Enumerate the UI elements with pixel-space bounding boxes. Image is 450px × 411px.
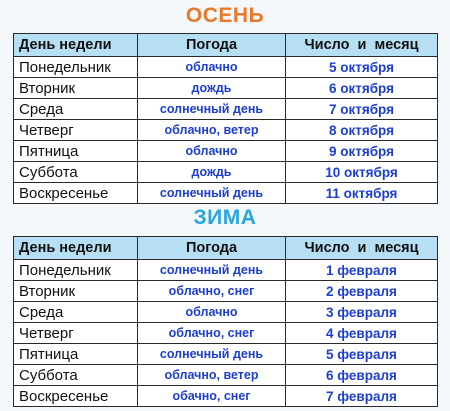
date-cell: 7 февраля xyxy=(286,386,438,407)
weather-cell: облачно xyxy=(138,302,286,323)
table-row xyxy=(14,78,438,99)
weather-cell: облачно xyxy=(138,141,286,162)
weather-cell: облачно, ветер xyxy=(138,120,286,141)
header-date: Число и месяц xyxy=(286,237,438,260)
day-cell: Пятница xyxy=(14,344,138,365)
table-row xyxy=(14,323,438,344)
header-day: День недели xyxy=(14,34,138,57)
table-row xyxy=(14,281,438,302)
day-cell: Понедельник xyxy=(14,57,138,78)
weather-cell: солнечный день xyxy=(138,183,286,204)
weather-cell: облачно, снег xyxy=(138,281,286,302)
table-row xyxy=(14,302,438,323)
weather-cell: облачно, ветер xyxy=(138,365,286,386)
table-row xyxy=(14,141,438,162)
table-row xyxy=(14,120,438,141)
date-cell: 5 октября xyxy=(286,57,438,78)
day-cell: Воскресенье xyxy=(14,183,138,204)
weather-cell: солнечный день xyxy=(138,260,286,281)
weather-cell: солнечный день xyxy=(138,344,286,365)
weather-cell: обачно, снег xyxy=(138,386,286,407)
date-cell: 4 февраля xyxy=(286,323,438,344)
table-row xyxy=(14,260,438,281)
day-cell: Суббота xyxy=(14,365,138,386)
weather-cell: облачно, снег xyxy=(138,323,286,344)
day-cell: Вторник xyxy=(14,78,138,99)
day-cell: Понедельник xyxy=(14,260,138,281)
header-day: День недели xyxy=(14,237,138,260)
date-cell: 3 февраля xyxy=(286,302,438,323)
date-cell: 10 октября xyxy=(286,162,438,183)
date-cell: 1 февраля xyxy=(286,260,438,281)
autumn-title: ОСЕНЬ xyxy=(185,4,265,27)
day-cell: Вторник xyxy=(14,281,138,302)
table-row xyxy=(14,183,438,204)
date-cell: 8 октября xyxy=(286,120,438,141)
table-header-row xyxy=(14,237,438,260)
day-cell: Воскресенье xyxy=(14,386,138,407)
table-row xyxy=(14,344,438,365)
table-row xyxy=(14,365,438,386)
winter-title: ЗИМА xyxy=(193,206,257,229)
day-cell: Среда xyxy=(14,99,138,120)
date-cell: 6 октября xyxy=(286,78,438,99)
header-weather: Погода xyxy=(138,237,286,260)
date-cell: 7 октября xyxy=(286,99,438,120)
weather-cell: облачно xyxy=(138,57,286,78)
weather-cell: солнечный день xyxy=(138,99,286,120)
date-cell: 5 февраля xyxy=(286,344,438,365)
table-row xyxy=(14,99,438,120)
day-cell: Суббота xyxy=(14,162,138,183)
weather-cell: дождь xyxy=(138,162,286,183)
header-weather: Погода xyxy=(138,34,286,57)
day-cell: Четверг xyxy=(14,323,138,344)
table-row xyxy=(14,162,438,183)
date-cell: 6 февраля xyxy=(286,365,438,386)
table-row xyxy=(14,386,438,407)
weather-cell: дождь xyxy=(138,78,286,99)
table-header-row xyxy=(14,34,438,57)
table-row xyxy=(14,57,438,78)
winter-table xyxy=(13,236,438,407)
date-cell: 9 октября xyxy=(286,141,438,162)
date-cell: 2 февраля xyxy=(286,281,438,302)
date-cell: 11 октября xyxy=(286,183,438,204)
autumn-table xyxy=(13,33,438,204)
day-cell: Среда xyxy=(14,302,138,323)
header-date: Число и месяц xyxy=(286,34,438,57)
day-cell: Пятница xyxy=(14,141,138,162)
day-cell: Четверг xyxy=(14,120,138,141)
